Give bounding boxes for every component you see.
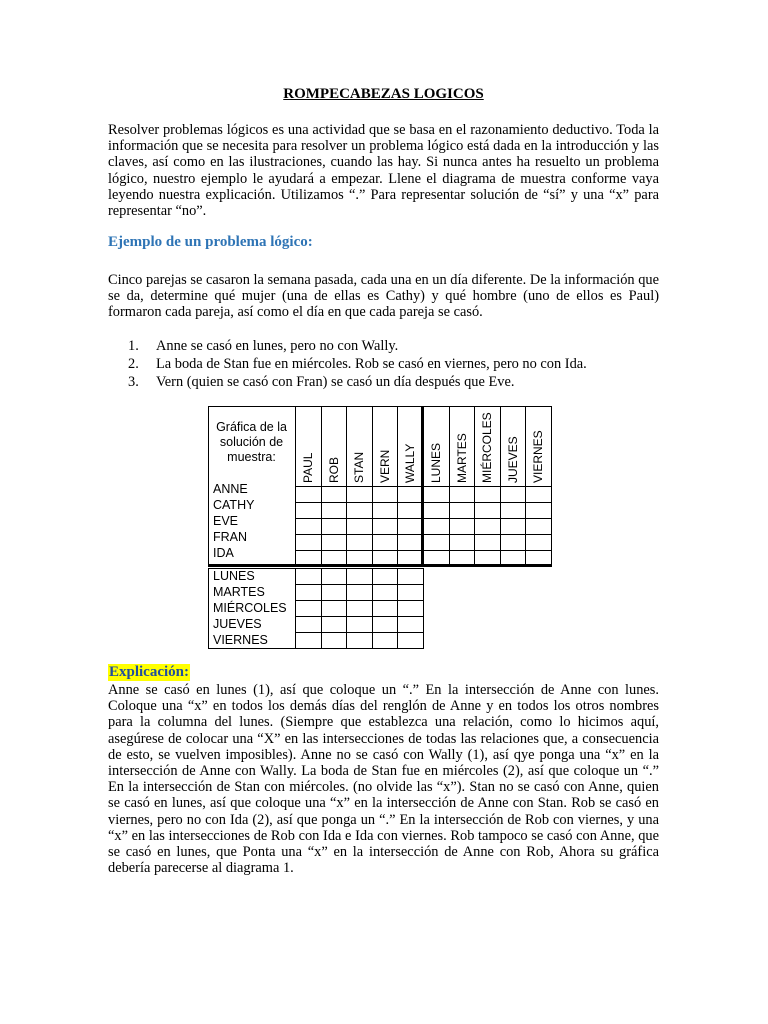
grid-cell[interactable] — [525, 486, 552, 503]
grid-cell[interactable] — [397, 518, 424, 535]
grid-cell[interactable] — [295, 534, 322, 551]
grid-cell[interactable] — [525, 534, 552, 551]
grid-cell[interactable] — [372, 550, 399, 567]
grid-cell[interactable] — [474, 534, 501, 551]
grid-cell[interactable] — [449, 486, 476, 503]
grid-cell[interactable] — [449, 518, 476, 535]
column-label: WALLY — [403, 443, 418, 483]
grid-cell[interactable] — [423, 502, 450, 519]
grid-cell[interactable] — [449, 502, 476, 519]
grid-cell[interactable] — [321, 486, 348, 503]
grid-cell[interactable] — [397, 568, 424, 585]
grid-cell[interactable] — [321, 584, 348, 601]
example-heading: Ejemplo de un problema lógico: — [108, 234, 313, 250]
clue-item: 1. Anne se casó en lunes, pero no con Wally. — [128, 338, 399, 354]
column-label: ROB — [326, 456, 341, 483]
grid-cell[interactable] — [295, 568, 322, 585]
grid-cell[interactable] — [525, 550, 552, 567]
grid-cell[interactable] — [372, 486, 399, 503]
grid-cell[interactable] — [346, 486, 373, 503]
grid-cell[interactable] — [397, 534, 424, 551]
grid-caption: Gráfica de la solución de muestra: — [216, 420, 287, 464]
row-label: LUNES — [213, 569, 255, 583]
grid-cell[interactable] — [474, 518, 501, 535]
grid-cell[interactable] — [397, 632, 424, 649]
grid-cell[interactable] — [295, 486, 322, 503]
grid-cell[interactable] — [321, 550, 348, 567]
grid-cell[interactable] — [449, 534, 476, 551]
row-label: MIÉRCOLES — [213, 601, 287, 615]
grid-cell[interactable] — [346, 534, 373, 551]
grid-cell[interactable] — [295, 518, 322, 535]
grid-cell[interactable] — [321, 534, 348, 551]
page-title: ROMPECABEZAS LOGICOS — [283, 86, 484, 102]
grid-cell[interactable] — [321, 568, 348, 585]
grid-cell[interactable] — [346, 550, 373, 567]
grid-cell[interactable] — [423, 534, 450, 551]
grid-cell[interactable] — [500, 502, 527, 519]
grid-cell[interactable] — [372, 584, 399, 601]
row-label: JUEVES — [213, 617, 262, 631]
grid-cell[interactable] — [346, 518, 373, 535]
grid-cell[interactable] — [372, 568, 399, 585]
column-label: PAUL — [301, 452, 315, 483]
grid-cell[interactable] — [295, 550, 322, 567]
explanation-heading: Explicación: — [109, 664, 190, 680]
row-label: MARTES — [213, 585, 265, 599]
clue-item: 3. Vern (quien se casó con Fran) se casó un día después que Eve. — [128, 374, 515, 390]
grid-cell[interactable] — [346, 584, 373, 601]
grid-cell[interactable] — [397, 600, 424, 617]
grid-cell[interactable] — [397, 584, 424, 601]
intro-paragraph: Resolver problemas lógicos es una actividad que se basa en el razonamiento deductivo. Toda la información que se necesita para resolver un problema lógico está dada en la introducción y las claves, así como en las ilustraciones, cuando las hay. Si nunca antes ha resuelto un problema lógico, nuestro ejemplo le ayudará a empezar. Llene el diagrama de muestra conforme vaya leyendo nuestra explicación. Utilizamos “.” Para representar solución de “sí” y una “x” para representar “no”. — [108, 122, 659, 220]
grid-cell[interactable] — [372, 534, 399, 551]
grid-cell[interactable] — [321, 632, 348, 649]
grid-cell[interactable] — [321, 502, 348, 519]
grid-cell[interactable] — [321, 518, 348, 535]
problem-paragraph: Cinco parejas se casaron la semana pasada, cada una en un día diferente. De la información que se da, determine qué mujer (una de ellas es Cathy) y qué hombre (uno de ellos es Paul) formaron cada pareja, así como el día en que cada pareja se casó. — [108, 272, 659, 321]
grid-cell[interactable] — [500, 518, 527, 535]
grid-cell[interactable] — [449, 550, 476, 567]
grid-cell[interactable] — [397, 616, 424, 633]
grid-cell[interactable] — [372, 502, 399, 519]
grid-cell[interactable] — [295, 616, 322, 633]
row-label: CATHY — [213, 498, 255, 512]
column-label: JUEVES — [505, 436, 520, 483]
grid-cell[interactable] — [397, 486, 424, 503]
grid-cell[interactable] — [372, 518, 399, 535]
grid-cell[interactable] — [346, 616, 373, 633]
row-label: EVE — [213, 514, 239, 528]
grid-cell[interactable] — [474, 502, 501, 519]
clue-item: 2. La boda de Stan fue en miércoles. Rob se casó en viernes, pero no con Ida. — [128, 356, 587, 372]
grid-cell[interactable] — [397, 502, 424, 519]
row-label: ANNE — [213, 482, 248, 496]
grid-cell[interactable] — [346, 632, 373, 649]
grid-cell[interactable] — [295, 502, 322, 519]
grid-cell[interactable] — [474, 486, 501, 503]
row-label: IDA — [213, 546, 234, 560]
grid-cell[interactable] — [372, 616, 399, 633]
grid-cell[interactable] — [474, 550, 501, 567]
column-label: MARTES — [454, 433, 469, 483]
grid-cell[interactable] — [423, 550, 450, 567]
grid-cell[interactable] — [500, 486, 527, 503]
grid-cell[interactable] — [295, 632, 322, 649]
grid-cell[interactable] — [525, 502, 552, 519]
column-label: VIERNES — [531, 430, 546, 483]
grid-cell[interactable] — [372, 632, 399, 649]
column-label: VERN — [377, 449, 392, 483]
explanation-paragraph: Anne se casó en lunes (1), así que coloque un “.” En la intersección de Anne con lunes. Coloque una “x” en todos los demás días del renglón de Anne y en todos los otros nombres para la columna del lunes. (Siempre que establezca una relación, como lo hicimos aquí, asegúrese de colocar una “X” en las intersecciones de todas las relaciones que, a consecuencia de esto, se vuelven imposibles). Anne no se casó con Wally (1), así qye ponga una “x” en la intersección de Anne con Wally. La boda de Stan fue en miércoles (2), así que coloque un “.” En la intersección de Stan con miércoles. (no olvide las “x”). Stan no se casó con Anne, quien se casó en lunes, así que coloque una “x” en la intersección de Anne con Stan. Rob se casó en viernes, pero no con Ida (2), así que ponga un “.” En la intersección de Rob con viernes, y una “x” en las intersecciones de Rob con Ida e Ida con viernes. Rob tampoco se casó con Anne, que se casó en lunes, que Ponta una “x” en la intersección de Anne con Rob, Ahora su gráfica debería parecerse al diagrama 1. — [108, 682, 659, 877]
grid-cell[interactable] — [295, 600, 322, 617]
grid-cell[interactable] — [372, 600, 399, 617]
column-label: STAN — [352, 451, 367, 483]
grid-cell[interactable] — [525, 518, 552, 535]
grid-cell[interactable] — [346, 502, 373, 519]
row-label: FRAN — [213, 530, 248, 544]
grid-cell[interactable] — [346, 568, 373, 585]
grid-cell[interactable] — [500, 550, 527, 567]
column-label: MIÉRCOLES — [480, 412, 495, 483]
column-label: LUNES — [429, 442, 443, 483]
grid-cell[interactable] — [397, 550, 424, 567]
row-label-frame — [208, 486, 296, 567]
grid-cell[interactable] — [295, 584, 322, 601]
grid-cell[interactable] — [346, 600, 373, 617]
grid-cell[interactable] — [423, 518, 450, 535]
row-label: VIERNES — [213, 633, 268, 647]
grid-cell[interactable] — [321, 600, 348, 617]
clue-list — [128, 337, 587, 391]
grid-cell[interactable] — [321, 616, 348, 633]
grid-cell[interactable] — [423, 486, 450, 503]
grid-cell[interactable] — [500, 534, 527, 551]
